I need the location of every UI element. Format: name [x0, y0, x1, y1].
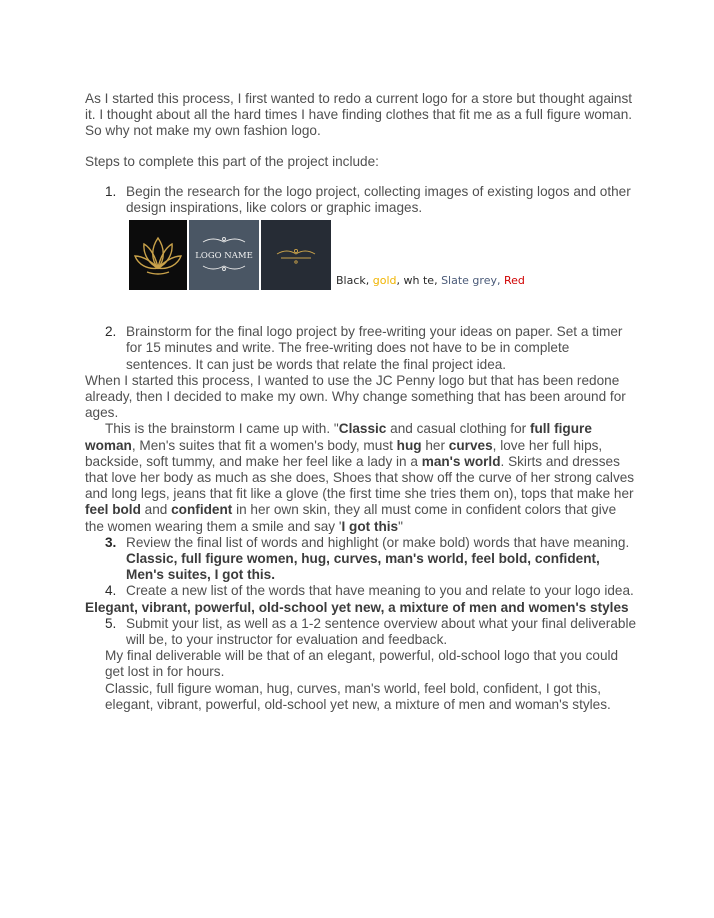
color-white: , wh te, — [396, 274, 438, 288]
color-red: Red — [503, 274, 525, 288]
color-palette-text — [336, 274, 525, 288]
step-5-number: 5. — [105, 615, 117, 631]
deliverable-paragraph: My final deliverable will be that of an elegant, powerful, old-school logo that you could get lost in for hours. — [105, 648, 619, 680]
ornament-frame-icon — [189, 220, 259, 290]
brainstorm-paragraph — [85, 421, 637, 534]
brainstorm-bold: feel bold — [85, 502, 141, 518]
brainstorm-bold: Classic — [338, 421, 387, 437]
ornament-logo-image — [261, 220, 331, 290]
step-5-text: Submit your list, as well as a 1-2 sentence overview about what your final deliverable will be, to your instructor for evaluation and feedback. — [126, 615, 637, 648]
step-4 — [85, 583, 637, 599]
brainstorm-text: her — [421, 437, 449, 453]
step-1 — [85, 184, 637, 216]
color-slate: Slate grey, — [441, 274, 501, 288]
brainstorm-text: " — [398, 518, 403, 534]
step-1-text: Begin the research for the logo project, collecting images of existing logos and other design inspirations, like colors or graphic images. — [126, 183, 631, 216]
lotus-logo-image — [129, 220, 187, 290]
document-page — [85, 91, 637, 713]
step-3 — [85, 535, 637, 584]
step-4-text: Create a new list of the words that have meaning to you and relate to your logo idea. — [126, 583, 634, 599]
logo-inspiration-row — [129, 218, 637, 290]
brainstorm-text: and casual clothing for — [386, 421, 530, 437]
brainstorm-bold: full figure woman — [85, 421, 592, 453]
summary-paragraph: Classic, full figure woman, hug, curves, man's world, feel bold, confident, I got this, elegant, vibrant, powerful, old-school yet new, a mixture of men and woman's styles. — [105, 680, 611, 712]
brainstorm-text: This is the brainstorm I came up with. " — [105, 421, 339, 437]
new-word-list-text: Elegant, vibrant, powerful, old-school yet new, a mixture of men and women's styles — [85, 599, 629, 615]
logo-name-text: LOGO NAME — [195, 251, 253, 262]
step-1-number: 1. — [105, 183, 117, 199]
new-word-list — [85, 600, 637, 616]
logo-name-image — [189, 220, 259, 290]
step-2-text: Brainstorm for the final logo project by free-writing your ideas on paper. Set a timer for 15 minutes and write. The free-writing does not have to be in complete sentences. It can just be words that relate the final project idea. — [126, 324, 623, 372]
brainstorm-bold: curves — [448, 437, 493, 453]
color-black: Black, — [336, 274, 370, 288]
brainstorm-text: . Skirts and dresses that love her body as much as she does, Shoes that show off the curve of her strong calves and long legs, jeans that fit like a glove (the first time she tries them on), tops that make her — [85, 453, 635, 502]
brainstorm-bold: I got this — [341, 518, 399, 534]
brainstorm-text: and — [140, 502, 172, 518]
step-3-text: Review the final list of words and highlight (or make bold) words that have meaning. — [126, 534, 630, 550]
brainstorm-bold: confident — [171, 502, 233, 518]
step-2-number: 2. — [105, 324, 117, 340]
intro-paragraph: As I started this process, I first wanted to redo a current logo for a store but thought against it. I thought about all the hard times I have finding clothes that fit me as a full figure woman. So why not make my own fashion logo. — [85, 91, 633, 139]
lotus-icon — [129, 220, 187, 290]
step-5 — [85, 616, 637, 648]
step-4-number: 4. — [105, 583, 117, 599]
gold-ornament-icon — [261, 220, 331, 290]
brainstorm-text: in her own skin, they all must come in confident colors that give the women wearing them a smile and say ' — [85, 502, 617, 534]
step-3-number: 3. — [105, 534, 117, 550]
color-gold: gold — [372, 274, 397, 288]
step-2 — [85, 324, 637, 373]
step-3-bold-words: Classic, full figure women, hug, curves, man's world, feel bold, confident, Men's suites, I got this. — [126, 551, 600, 583]
brainstorm-bold: man's world — [421, 453, 501, 469]
steps-heading: Steps to complete this part of the project include: — [85, 153, 379, 169]
process-paragraph: When I started this process, I wanted to use the JC Penny logo but that has been redone already, then I decided to make my own. Why change something that has been around for ages. — [85, 372, 626, 421]
brainstorm-text: , Men's suites that fit a women's body, must — [131, 437, 397, 453]
brainstorm-text: , love her full hips, backside, soft tummy, and make her feel like a lady in a — [85, 437, 603, 469]
brainstorm-bold: hug — [396, 437, 422, 453]
